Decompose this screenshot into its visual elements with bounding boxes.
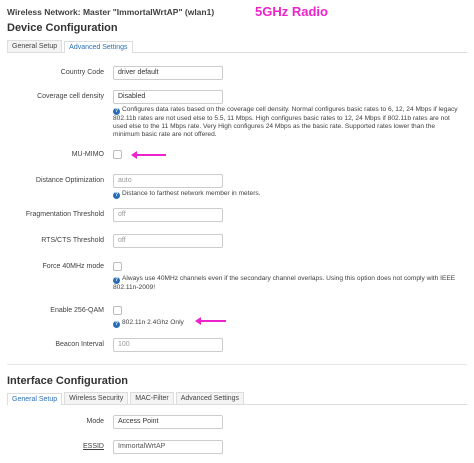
tab-wireless-security[interactable]: Wireless Security bbox=[64, 392, 128, 404]
frag-input[interactable]: off bbox=[113, 208, 223, 222]
tab-advanced-settings[interactable]: Advanced Settings bbox=[176, 392, 244, 404]
rts-input[interactable]: off bbox=[113, 234, 223, 248]
coverage-help bbox=[113, 106, 458, 139]
beacon-input[interactable]: 100 bbox=[113, 338, 223, 352]
distance-help-text: Distance to farthest network member in meters. bbox=[122, 190, 261, 197]
tab-general-setup[interactable]: General Setup bbox=[7, 40, 62, 52]
coverage-select[interactable]: Disabled bbox=[113, 90, 223, 104]
network-title: Wireless Network: Master "ImmortalWrtAP" (wlan1) bbox=[7, 7, 215, 17]
radio-annotation: 5GHz Radio bbox=[255, 4, 328, 19]
mu-mimo-label: MU-MIMO bbox=[71, 151, 104, 158]
mode-label: Mode bbox=[86, 418, 104, 425]
mode-select[interactable]: Access Point bbox=[113, 415, 223, 429]
info-circle-icon: ? bbox=[114, 192, 119, 198]
force40-help bbox=[113, 275, 458, 292]
essid-label: ESSID bbox=[82, 443, 104, 450]
info-circle-icon: ? bbox=[114, 108, 119, 114]
beacon-label: Beacon Interval bbox=[55, 341, 104, 348]
qam256-help-text: 802.11n 2.4Ghz Only bbox=[122, 319, 184, 326]
coverage-help-text: Configures data rates based on the coverage cell density. Normal configures basic rates to 6, 12, 24 Mbps if legacy 802.11b rates are not used else to 5.5, 11 Mbps. High configures basic rates to 12, 24 Mbps if 802.11b rates are not used else to the 11 Mbps rate. Very High configures 24 Mbps as the basic rate. Supported rates lower than the minimum basic rate are not offered. bbox=[113, 106, 458, 138]
coverage-label: Coverage cell density bbox=[37, 93, 104, 100]
force40-label: Force 40MHz mode bbox=[42, 263, 104, 270]
rts-label: RTS/CTS Threshold bbox=[41, 237, 104, 244]
country-code-label: Country Code bbox=[60, 69, 104, 76]
tab-mac-filter[interactable]: MAC-Filter bbox=[130, 392, 173, 404]
force40-help-text: Always use 40MHz channels even if the secondary channel overlaps. Using this option does not comply with IEEE 802.11n-2009! bbox=[113, 275, 456, 291]
info-circle-icon: ? bbox=[114, 277, 119, 283]
qam256-checkbox[interactable] bbox=[113, 306, 122, 315]
device-config-title: Device Configuration bbox=[7, 22, 118, 34]
distance-label: Distance Optimization bbox=[35, 177, 104, 184]
mu-mimo-checkbox[interactable] bbox=[113, 150, 122, 159]
info-circle-icon: ? bbox=[114, 321, 119, 327]
essid-input[interactable]: ImmortalWrtAP bbox=[113, 440, 223, 454]
tab-general-setup[interactable]: General Setup bbox=[7, 393, 62, 405]
qam256-label: Enable 256-QAM bbox=[50, 307, 104, 314]
frag-label: Fragmentation Threshold bbox=[25, 211, 104, 218]
distance-input[interactable]: auto bbox=[113, 174, 223, 188]
interface-config-title: Interface Configuration bbox=[7, 375, 129, 387]
country-code-select[interactable]: driver default bbox=[113, 66, 223, 80]
pink-arrow-icon bbox=[200, 320, 226, 322]
force40-checkbox[interactable] bbox=[113, 262, 122, 271]
device-config-tabs bbox=[7, 40, 467, 53]
interface-config-tabs bbox=[7, 392, 467, 405]
tab-advanced-settings[interactable]: Advanced Settings bbox=[64, 41, 132, 53]
section-divider bbox=[7, 364, 467, 365]
pink-arrow-icon bbox=[136, 154, 166, 156]
qam256-help bbox=[113, 319, 458, 328]
network-header bbox=[7, 5, 214, 19]
distance-help bbox=[113, 190, 458, 199]
